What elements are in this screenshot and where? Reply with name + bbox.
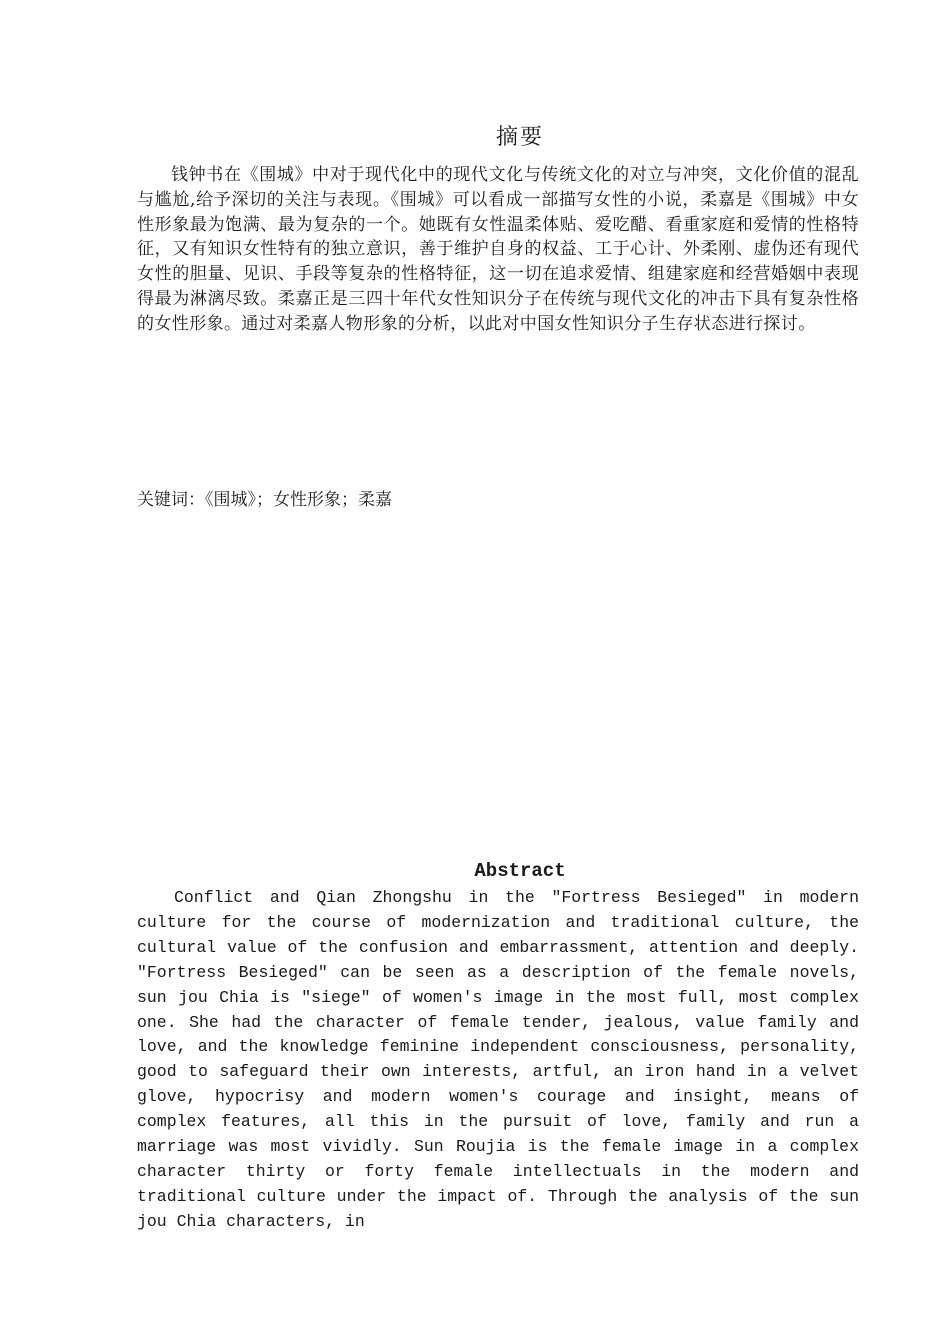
chinese-abstract-title: 摘要 <box>495 125 544 150</box>
english-abstract-title: Abstract <box>474 860 566 882</box>
chinese-abstract-body: 钱钟书在《围城》中对于现代化中的现代文化与传统文化的对立与冲突，文化价值的混乱与尴尬,给予深切的关注与表现。《围城》可以看成一部描写女性的小说，柔嘉是《围城》中女性形象最为饱满、最为复杂的一个。她既有女性温柔体贴、爱吃醋、看重家庭和爱情的性格特征，又有知识女性特有的独立意识，善于维护自身的权益、工于心计、外柔刚、虚伪还有现代女性的胆量、见识、手段等复杂的性格特征，这一切在追求爱情、组建家庭和经营婚姻中表现得最为淋漓尽致。柔嘉正是三四十年代女性知识分子在传统与现代文化的冲击下具有复杂性格的女性形象。通过对柔嘉人物形象的分析，以此对中国女性知识分子生存状态进行探讨。 <box>137 165 859 334</box>
english-abstract-body: Conflict and Qian Zhongshu in the "Fortress Besieged" in modern culture for the course of modernization and traditional culture, the cultural value of the confusion and embarrassment, attention and deeply. "Fortress Besieged" can be seen as a description of the female novels, sun jou Chia is "siege" of women's image in the most full, most complex one. She had the character of female tender, jealous, value family and love, and the knowledge feminine independent consciousness, personality, good to safeguard their own interests, artful, an iron hand in a velvet glove, hypocrisy and modern women's courage and insight, means of complex features, all this in the pursuit of love, family and run a marriage was most vividly. Sun Roujia is the female image in a complex character thirty or forty female intellectuals in the modern and traditional culture under the impact of. Through the analysis of the sun jou Chia characters, in <box>137 888 859 1231</box>
chinese-keywords: 关键词：《围城》；女性形象；柔嘉 <box>137 490 392 510</box>
